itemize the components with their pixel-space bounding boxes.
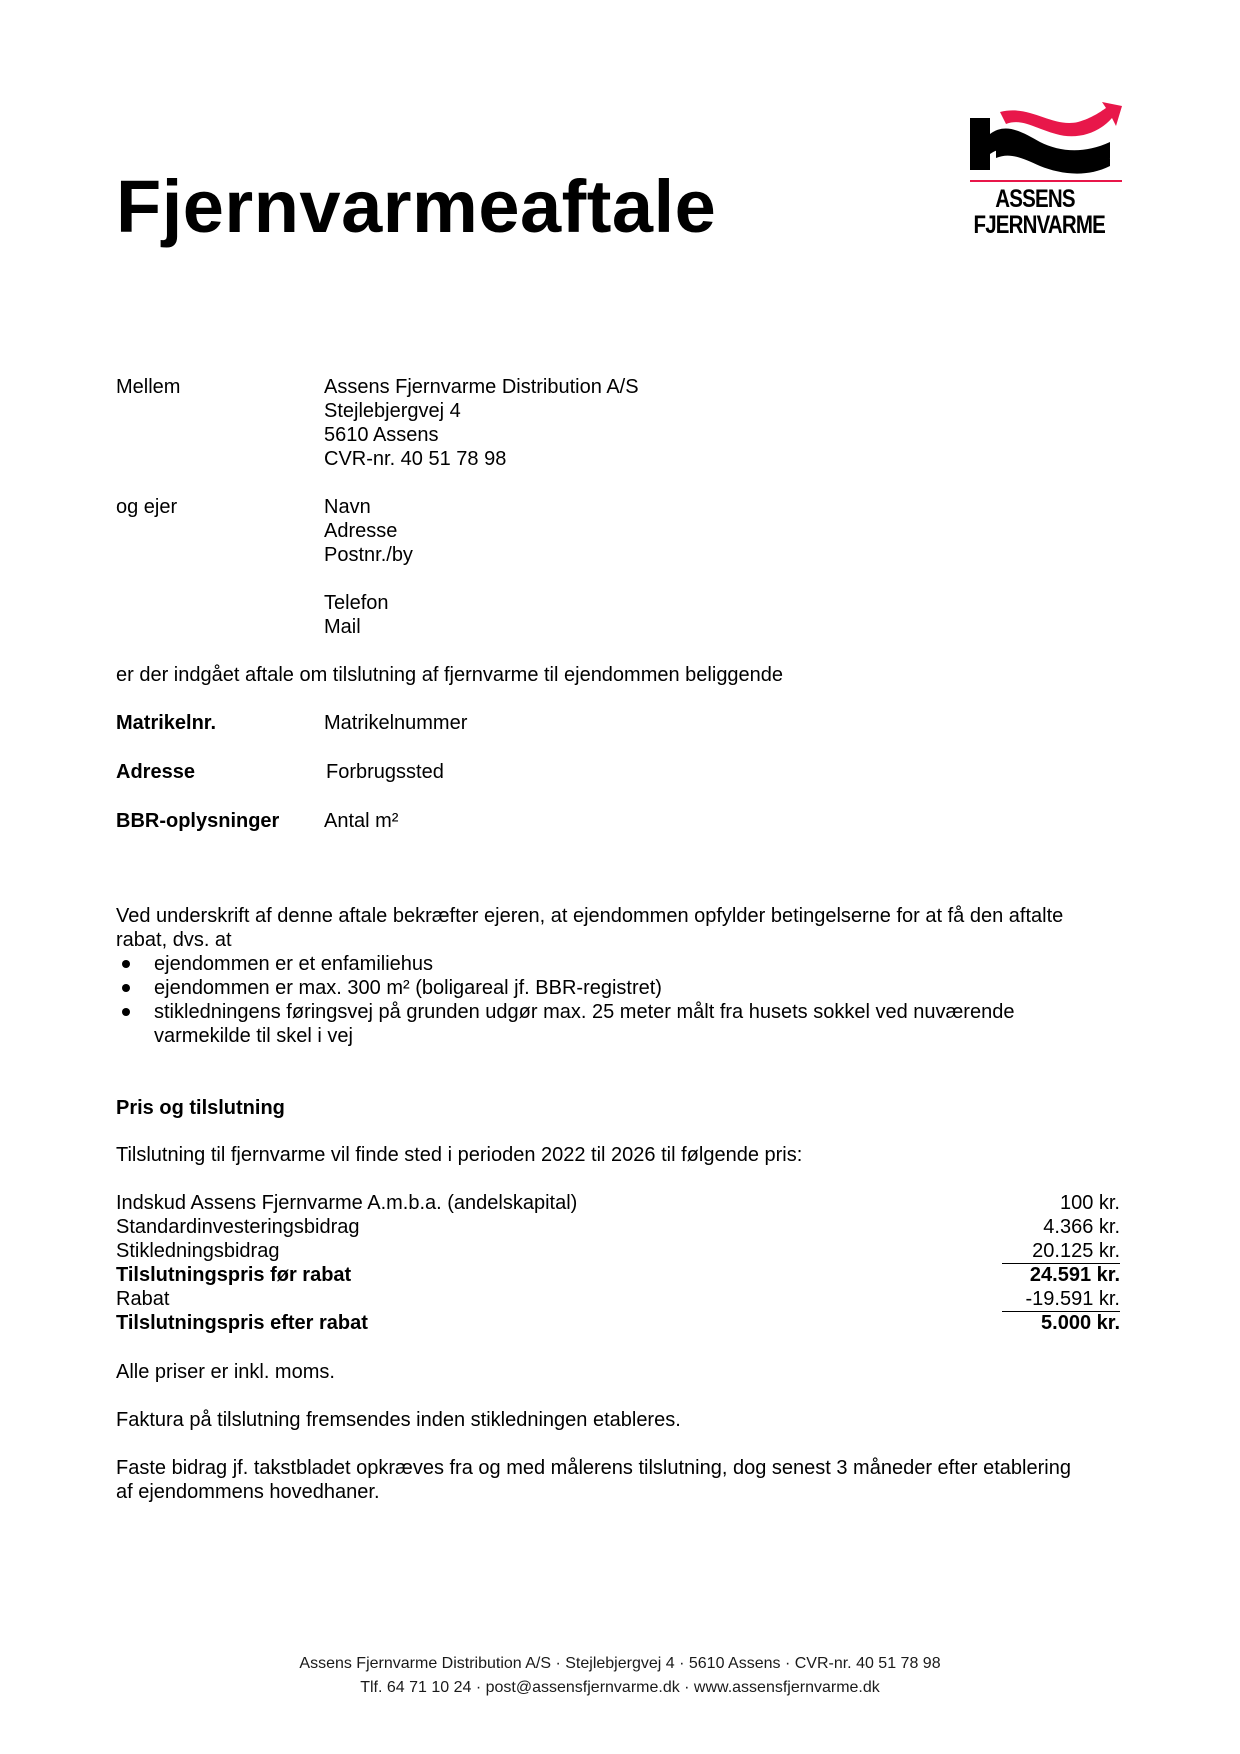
price-row-before-discount bbox=[116, 1263, 1120, 1287]
owner-label: og ejer bbox=[116, 496, 178, 518]
price-row-indskud bbox=[116, 1191, 1120, 1215]
price-amount: 24.591 kr. bbox=[1029, 1264, 1120, 1286]
price-label: Tilslutningspris efter rabat bbox=[116, 1312, 368, 1334]
company-city: 5610 Assens bbox=[324, 424, 439, 446]
owner-mail: Mail bbox=[324, 616, 361, 638]
conditions-text-line2: rabat, dvs. at bbox=[116, 929, 232, 951]
price-row-standardinvestering bbox=[116, 1215, 1120, 1239]
owner-phone: Telefon bbox=[324, 592, 389, 614]
company-cvr: CVR-nr. 40 51 78 98 bbox=[324, 448, 507, 470]
owner-name: Navn bbox=[324, 496, 371, 518]
matrikel-value: Matrikelnummer bbox=[324, 712, 468, 734]
logo-text-assens: ASSENS bbox=[995, 185, 1075, 213]
price-amount: -19.591 kr. bbox=[1025, 1288, 1120, 1310]
assens-fjernvarme-logo bbox=[960, 100, 1132, 250]
company-name: Assens Fjernvarme Distribution A/S bbox=[324, 376, 639, 398]
logo-wave-icon bbox=[960, 100, 1132, 190]
company-street: Stejlebjergvej 4 bbox=[324, 400, 461, 422]
price-amount: 20.125 kr. bbox=[1032, 1240, 1120, 1262]
company-block bbox=[324, 375, 639, 471]
invoice-note: Faktura på tilslutning fremsendes inden stikledningen etableres. bbox=[116, 1409, 681, 1431]
fees-note bbox=[116, 1456, 1071, 1504]
owner-block bbox=[324, 495, 413, 567]
price-row-rabat bbox=[116, 1287, 1120, 1311]
bbr-value: Antal m² bbox=[324, 810, 399, 832]
adresse-label: Adresse bbox=[116, 761, 195, 783]
condition-item: stikledningens føringsvej på grunden udgør max. 25 meter målt fra husets sokkel ved nuværende varmekilde til skel i vej bbox=[116, 1000, 1126, 1048]
price-label: Standardinvesteringsbidrag bbox=[116, 1216, 360, 1238]
agreement-intro: er der indgået aftale om tilslutning af fjernvarme til ejendommen beliggende bbox=[116, 664, 784, 686]
owner-postcode: Postnr./by bbox=[324, 544, 413, 566]
price-label: Stikledningsbidrag bbox=[116, 1240, 280, 1262]
fees-note-line2: af ejendommens hovedhaner. bbox=[116, 1481, 380, 1503]
price-amount: 4.366 kr. bbox=[1043, 1216, 1120, 1238]
conditions-text-line1: Ved underskrift af denne aftale bekræfter ejeren, at ejendommen opfylder betingelserne for at få den aftalte bbox=[116, 905, 1064, 927]
conditions-list bbox=[116, 952, 1126, 1048]
price-amount: 100 kr. bbox=[1059, 1192, 1120, 1214]
bbr-label: BBR-oplysninger bbox=[116, 810, 280, 832]
owner-contact-block bbox=[324, 591, 389, 639]
footer-line2: Tlf. 64 71 10 24 · post@assensfjernvarme.dk · www.assensfjernvarme.dk bbox=[360, 1679, 880, 1696]
price-amount: 5.000 kr. bbox=[1041, 1312, 1120, 1334]
pricing-heading: Pris og tilslutning bbox=[116, 1097, 285, 1119]
condition-item: ejendommen er et enfamiliehus bbox=[116, 952, 1126, 976]
price-label: Tilslutningspris før rabat bbox=[116, 1264, 352, 1286]
conditions-section bbox=[116, 904, 1126, 1048]
fees-note-line1: Faste bidrag jf. takstbladet opkræves fra og med målerens tilslutning, dog senest 3 måneder efter etablering bbox=[116, 1457, 1071, 1479]
matrikel-label: Matrikelnr. bbox=[116, 712, 217, 734]
document-title: Fjernvarmeaftale bbox=[116, 165, 717, 248]
adresse-value: Forbrugssted bbox=[326, 761, 444, 783]
footer-line1: Assens Fjernvarme Distribution A/S · Stejlebjergvej 4 · 5610 Assens · CVR-nr. 40 51 78 98 bbox=[299, 1655, 941, 1672]
price-label: Rabat bbox=[116, 1288, 170, 1310]
price-label: Indskud Assens Fjernvarme A.m.b.a. (andelskapital) bbox=[116, 1192, 578, 1214]
price-row-stikledning bbox=[116, 1239, 1120, 1263]
price-row-after-discount bbox=[116, 1311, 1120, 1335]
between-label: Mellem bbox=[116, 376, 181, 398]
condition-item: ejendommen er max. 300 m² (boligareal jf. BBR-registret) bbox=[116, 976, 1126, 1000]
owner-address: Adresse bbox=[324, 520, 398, 542]
pricing-intro: Tilslutning til fjernvarme vil finde sted i perioden 2022 til 2026 til følgende pris: bbox=[116, 1144, 803, 1166]
logo-text-fjernvarme: FJERNVARME bbox=[973, 211, 1106, 239]
vat-note: Alle priser er inkl. moms. bbox=[116, 1361, 335, 1383]
footer bbox=[0, 1652, 1240, 1700]
